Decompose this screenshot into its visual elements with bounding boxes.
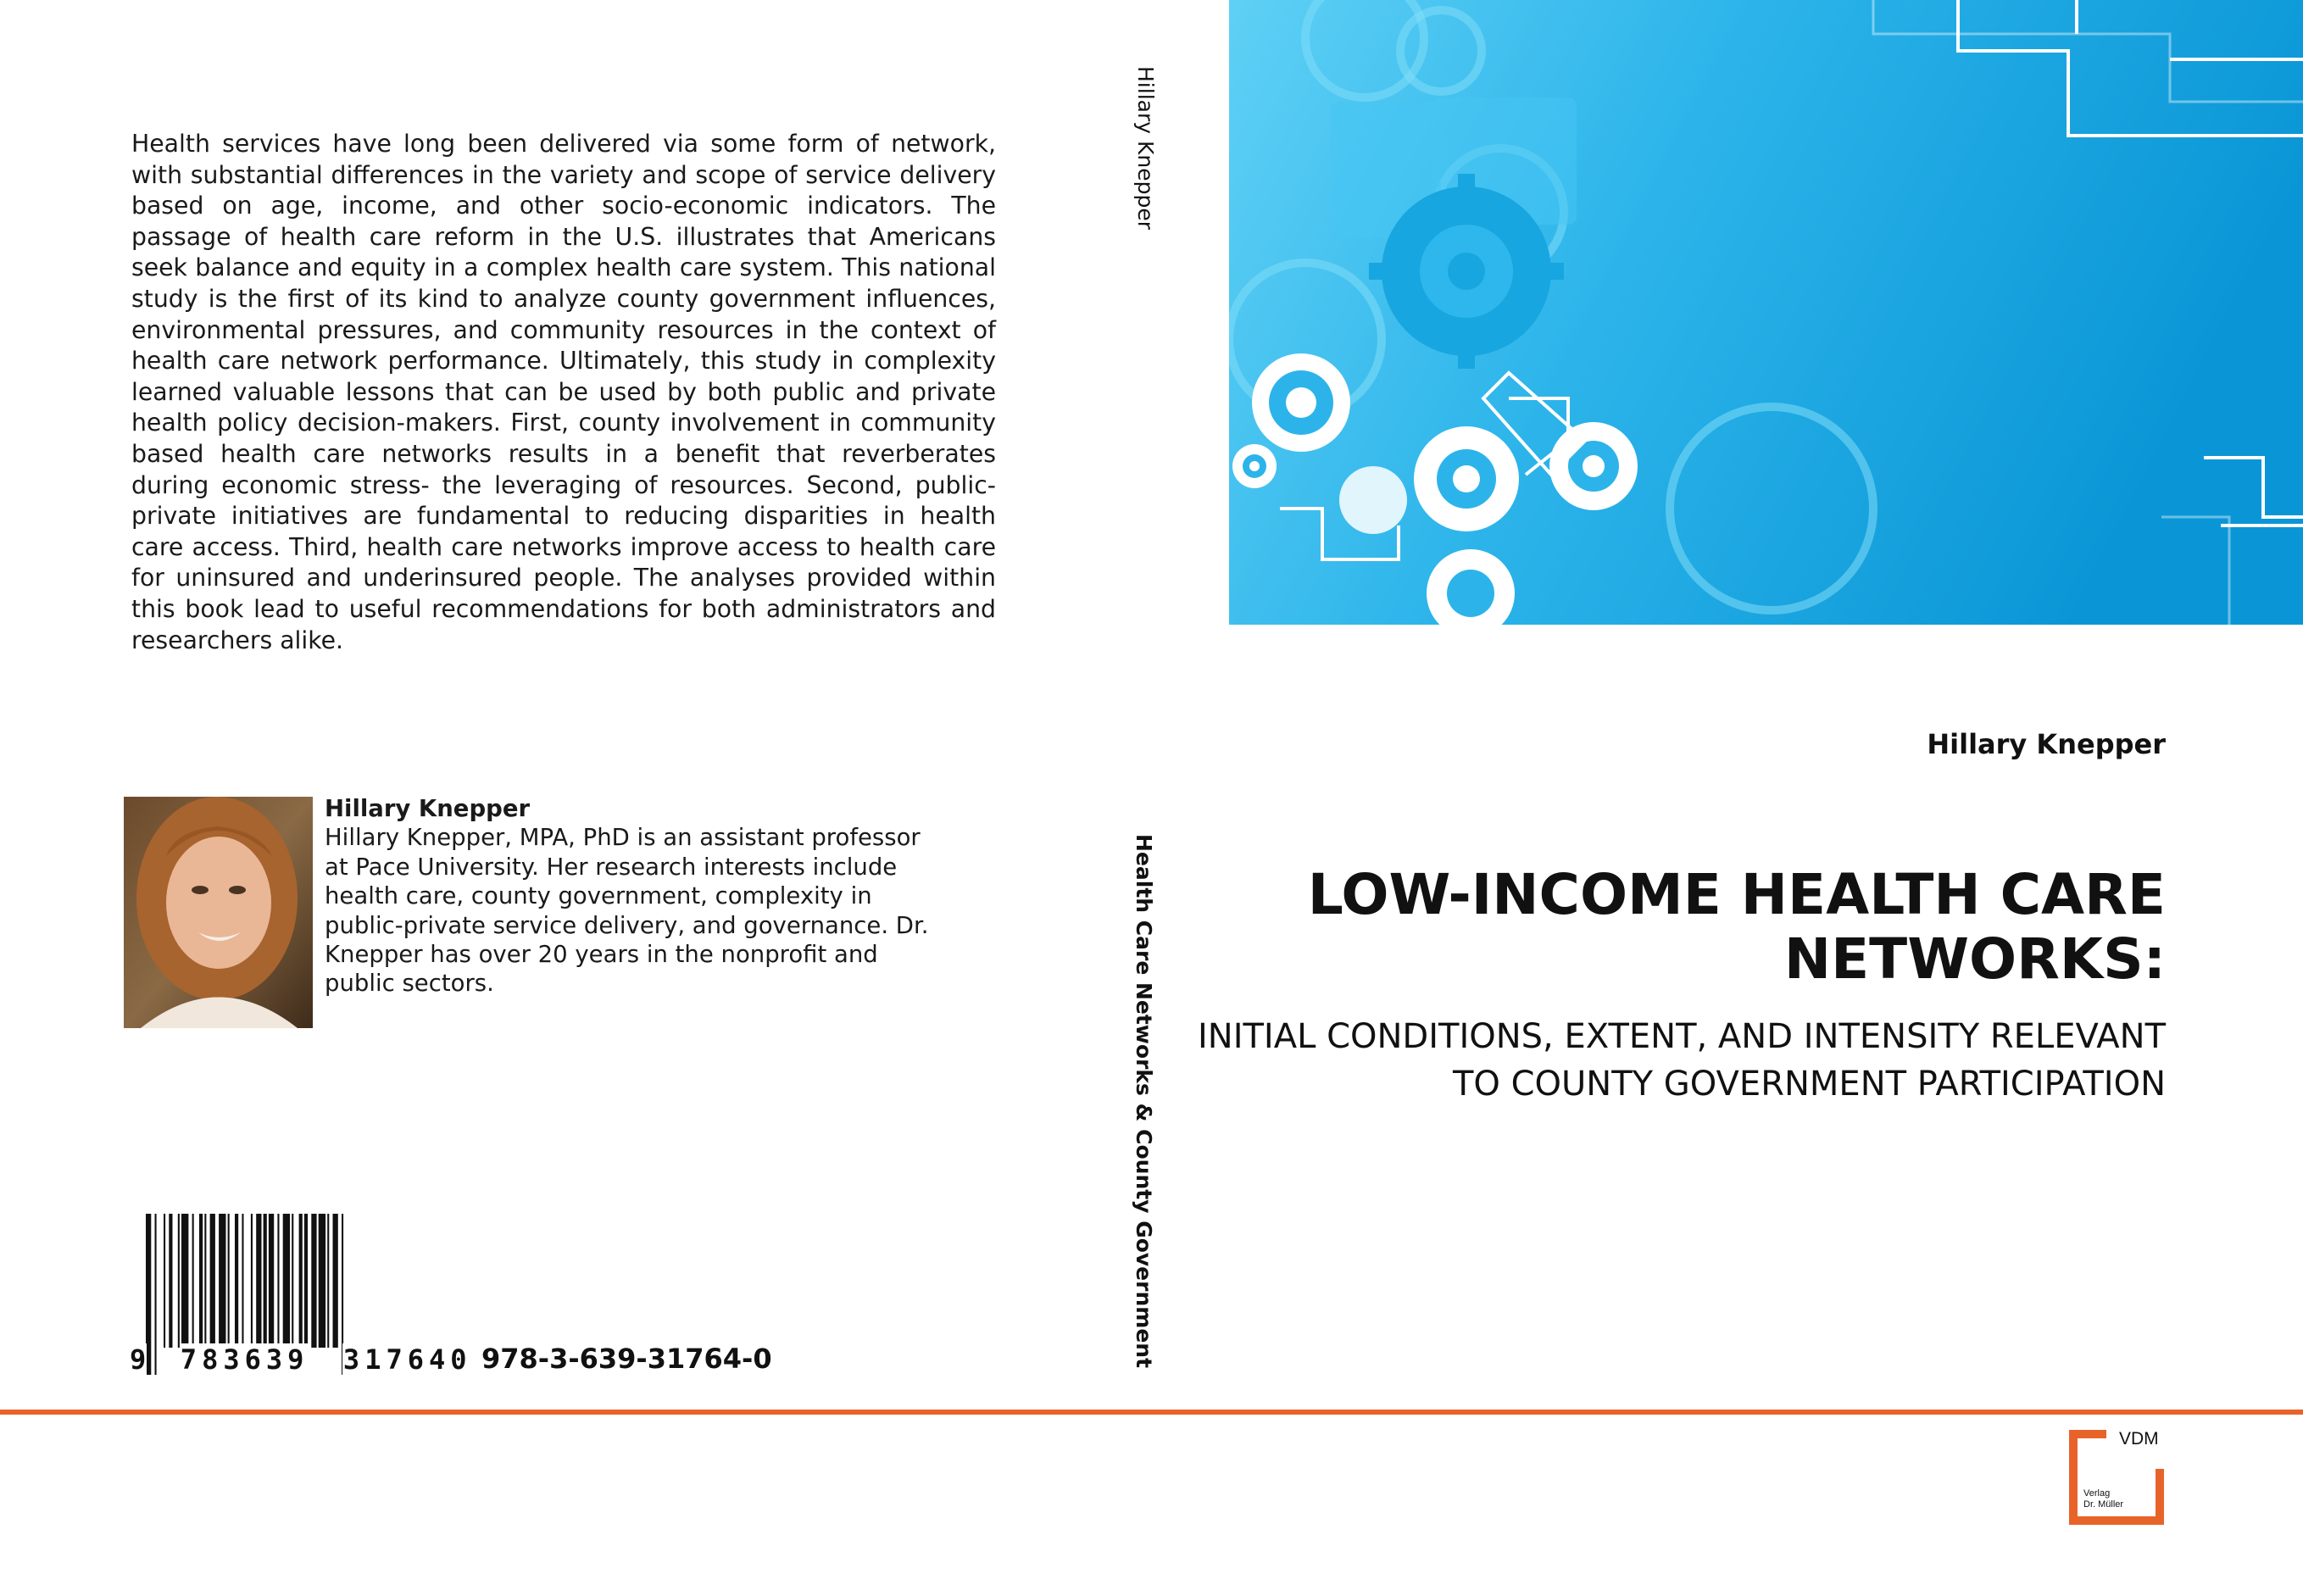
barcode-bar bbox=[199, 1214, 203, 1348]
barcode-bar bbox=[292, 1214, 293, 1348]
barcode-bar bbox=[311, 1214, 316, 1348]
barcode-bar bbox=[299, 1214, 303, 1348]
barcode-bar bbox=[164, 1214, 165, 1348]
publisher-name bbox=[2083, 1488, 2123, 1510]
barcode-bar bbox=[319, 1214, 325, 1348]
barcode-bar bbox=[204, 1214, 206, 1348]
barcode-bar bbox=[219, 1214, 225, 1348]
barcode-bar bbox=[181, 1214, 188, 1348]
isbn-number: 978-3-639-31764-0 bbox=[481, 1343, 772, 1375]
book-title: LOW-INCOME HEALTH CARE NETWORKS: bbox=[1307, 862, 2166, 992]
orange-divider-line bbox=[0, 1410, 2303, 1415]
book-subtitle: INITIAL CONDITIONS, EXTENT, AND INTENSITY RELEVANT TO COUNTY GOVERNMENT PARTICIPATION bbox=[1197, 1017, 2166, 1104]
publisher-logo-text: VDM bbox=[2119, 1429, 2159, 1449]
barcode-bar bbox=[235, 1214, 238, 1348]
barcode-bar bbox=[242, 1214, 243, 1348]
barcode-bar bbox=[178, 1214, 180, 1348]
barcode-bar bbox=[277, 1214, 279, 1348]
barcode-digits bbox=[129, 1343, 473, 1376]
author-photo bbox=[124, 797, 313, 1028]
cover-gear-artwork bbox=[1229, 0, 2303, 625]
publisher-name-line2: Dr. Müller bbox=[2083, 1499, 2124, 1510]
barcode-bar bbox=[228, 1214, 230, 1348]
barcode-bar bbox=[192, 1214, 194, 1348]
bio-text: Hillary Knepper, MPA, PhD is an assistant professor at Pace University. Her research interests include health care, county government, complexity in public-private service delivery, and governance. Dr. Knepper has over 20 years in the nonprofit and public sectors. bbox=[325, 824, 929, 998]
publisher-name-line1: Verlag bbox=[2083, 1488, 2111, 1499]
barcode-bar bbox=[333, 1214, 338, 1348]
barcode-bar bbox=[264, 1214, 267, 1348]
barcode-bar bbox=[169, 1214, 172, 1348]
barcode-bar bbox=[283, 1214, 290, 1348]
barcode-bar bbox=[269, 1214, 274, 1348]
bio-author-name: Hillary Knepper bbox=[325, 795, 531, 822]
barcode-digits-right: 317640 bbox=[342, 1343, 472, 1376]
barcode-digit-prefix: 9 bbox=[130, 1343, 147, 1376]
back-cover-blurb: Health services have long been delivered via some form of network, with substantial differences in the variety and scope of service delivery based on age, income, and other socio-economic indicators. The passage of health care reform in the U.S. illustrates that Americans seek balance and equity in a complex health care system. This national study is the first of its kind to analyze county government influences, environmental pressures, and community resources in the context of health care network performance. Ultimately, this study in complexity learned valuable lessons that can be used by both public and private health policy decision-makers. First, county involvement in community based health care networks results in a benefit that reverberates during economic stress- the leveraging of resources. Second, public-private initiatives are fundamental to reducing disparities in health care access. Third, health care networks improve access to health care for uninsured and underinsured people. The analyses provided within this book lead to useful recommendations for both administrators and researchers alike. bbox=[131, 130, 996, 654]
front-author: Hillary Knepper bbox=[1927, 728, 2166, 760]
spine-title: Health Care Networks & County Government bbox=[1132, 834, 1156, 1369]
barcode-bar bbox=[210, 1214, 215, 1348]
author-bio bbox=[325, 794, 935, 998]
barcode-bar bbox=[304, 1214, 308, 1348]
spine-author: Hillary Knepper bbox=[1133, 66, 1158, 230]
barcode-bar bbox=[327, 1214, 329, 1348]
barcode-digits-left: 783639 bbox=[180, 1343, 309, 1376]
